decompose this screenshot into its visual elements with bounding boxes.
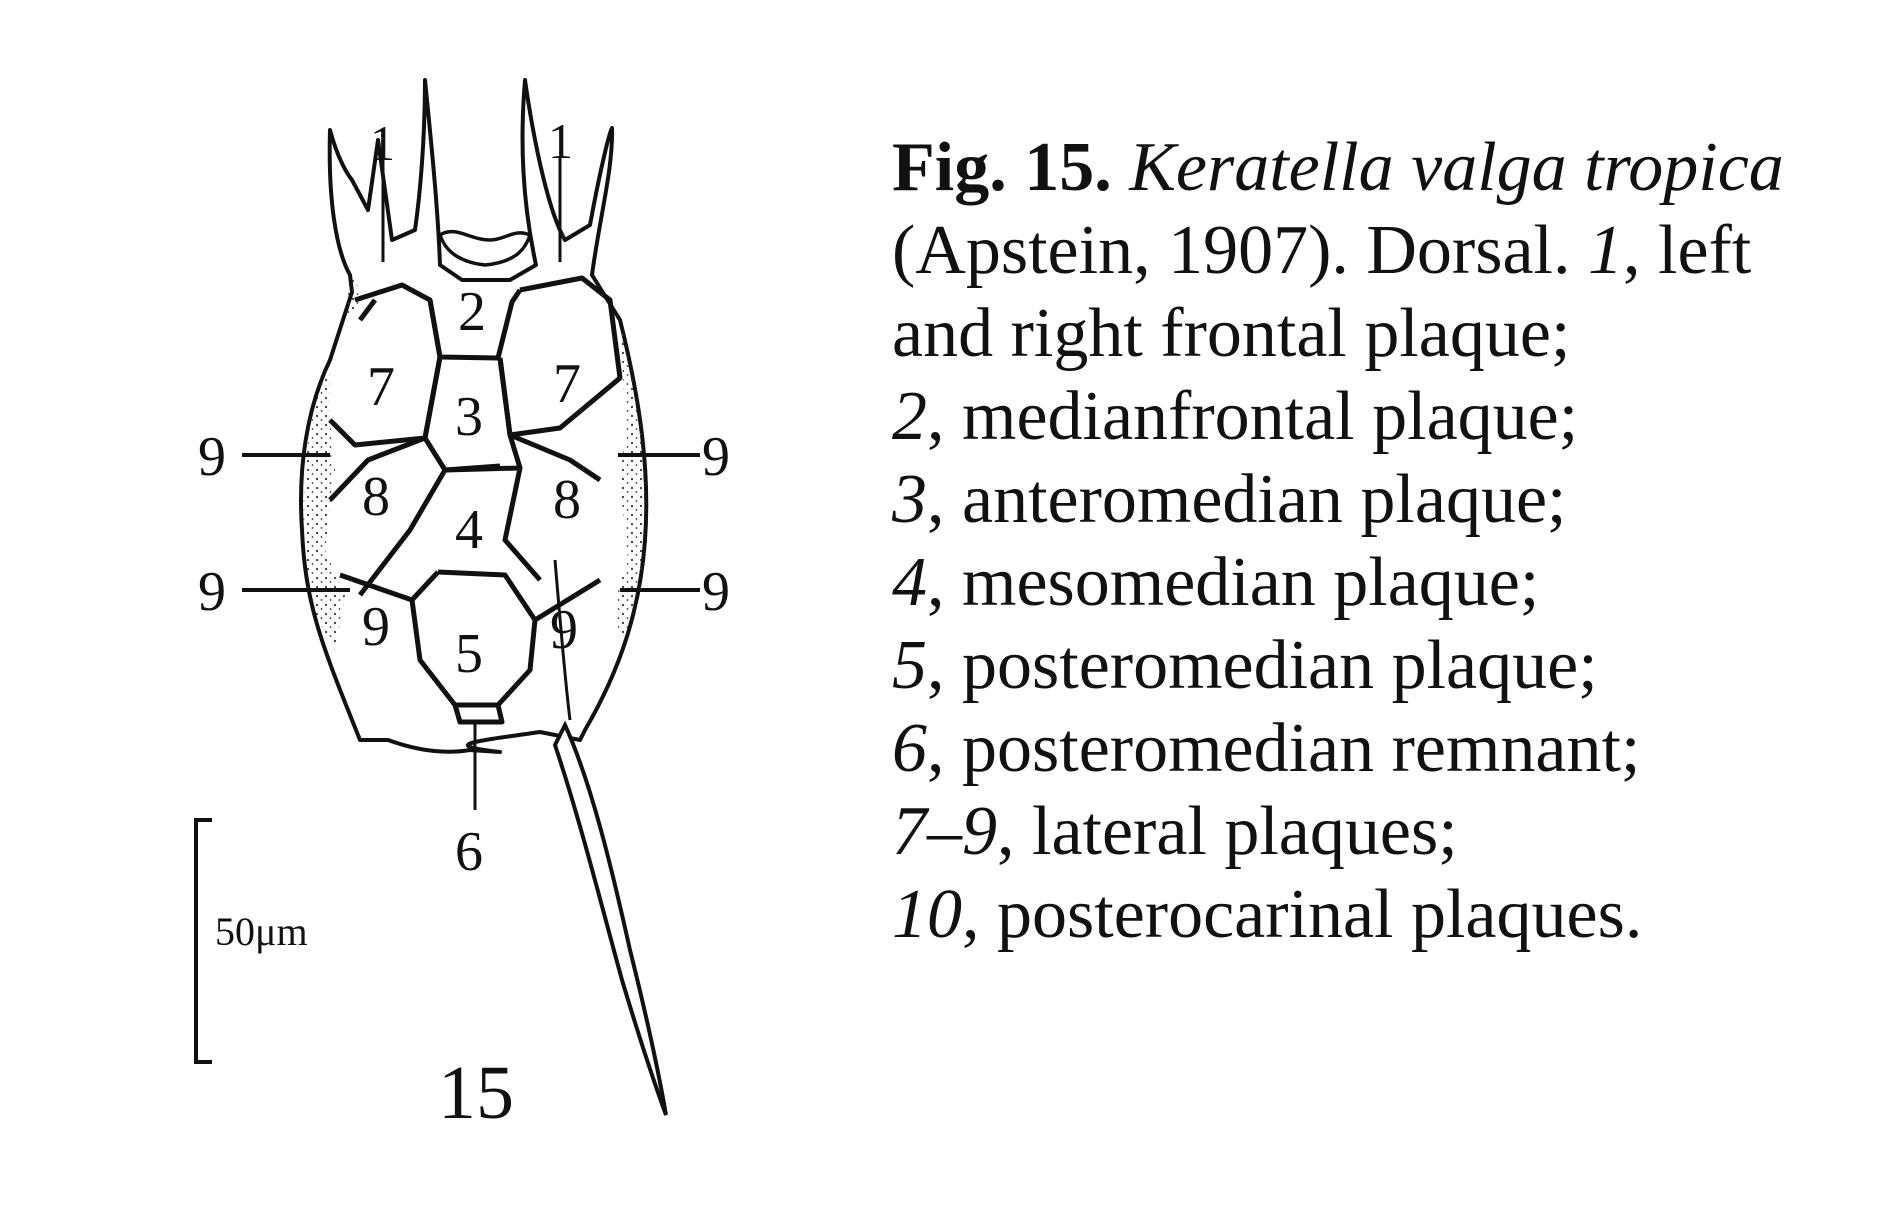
label-pointer-9-upper-right: 9 (702, 426, 730, 488)
caption-item-text: , posteromedian plaque; (927, 627, 1598, 704)
label-lateral-7-left: 7 (367, 356, 395, 418)
posterior-spine (555, 725, 666, 1115)
caption-item-num: 3 (892, 461, 927, 538)
label-pointer-9-lower-left: 9 (198, 561, 226, 623)
label-lateral-8-right: 8 (553, 469, 581, 531)
caption-line-3: and right frontal plaque; (892, 295, 1571, 372)
caption-item (892, 375, 1872, 458)
caption-authority: (Apstein, 1907). Dorsal. (892, 212, 1589, 289)
figure-caption (892, 126, 1872, 956)
caption-item-text: , posterocarinal plaques. (962, 876, 1643, 953)
caption-item (892, 707, 1872, 790)
label-lateral-9-right: 9 (550, 599, 578, 661)
caption-item-num: 5 (892, 627, 927, 704)
caption-item (892, 624, 1872, 707)
caption-item-text: , posteromedian remnant; (927, 710, 1641, 787)
caption-item (892, 873, 1872, 956)
label-lateral-8-left: 8 (362, 466, 390, 528)
caption-item-num: 4 (892, 544, 927, 621)
scale-bar (196, 820, 212, 1062)
caption-item (892, 541, 1872, 624)
caption-item-text: , lateral plaques; (997, 793, 1458, 870)
caption-item-text: , medianfrontal plaque; (927, 378, 1579, 455)
caption-item-text: , anteromedian plaque; (927, 461, 1567, 538)
label-posteromedian: 5 (455, 623, 483, 685)
label-anteromedian: 3 (455, 386, 483, 448)
caption-num-1-tail: , left (1623, 212, 1752, 289)
label-frontal-right: 1 (548, 113, 573, 169)
scale-bar-label: 50μm (215, 909, 308, 954)
caption-item-num: 2 (892, 378, 927, 455)
figure-number: 15 (438, 1051, 514, 1135)
label-pointer-9-upper-left: 9 (198, 426, 226, 488)
label-mesomedian: 4 (455, 499, 483, 561)
caption-item-text: , mesomedian plaque; (927, 544, 1540, 621)
caption-item-num: 7–9 (892, 793, 997, 870)
caption-line-2 (892, 209, 1872, 292)
label-posteromedian-remnant: 6 (455, 821, 483, 883)
label-frontal-left: 1 (370, 115, 395, 171)
label-pointer-9-lower-right: 9 (702, 561, 730, 623)
label-lateral-7-right: 7 (553, 353, 581, 415)
label-medianfrontal: 2 (458, 281, 486, 343)
caption-item-num: 10 (892, 876, 962, 953)
caption-item (892, 790, 1872, 873)
caption-num-1: 1 (1588, 212, 1624, 289)
caption-line-1 (892, 126, 1872, 209)
caption-fig-label: Fig. 15. (892, 129, 1112, 206)
caption-species: Keratella valga tropica (1129, 129, 1784, 206)
anterior-notch (440, 232, 530, 265)
caption-item (892, 458, 1872, 541)
caption-item-num: 6 (892, 710, 927, 787)
label-lateral-9-left: 9 (362, 596, 390, 658)
